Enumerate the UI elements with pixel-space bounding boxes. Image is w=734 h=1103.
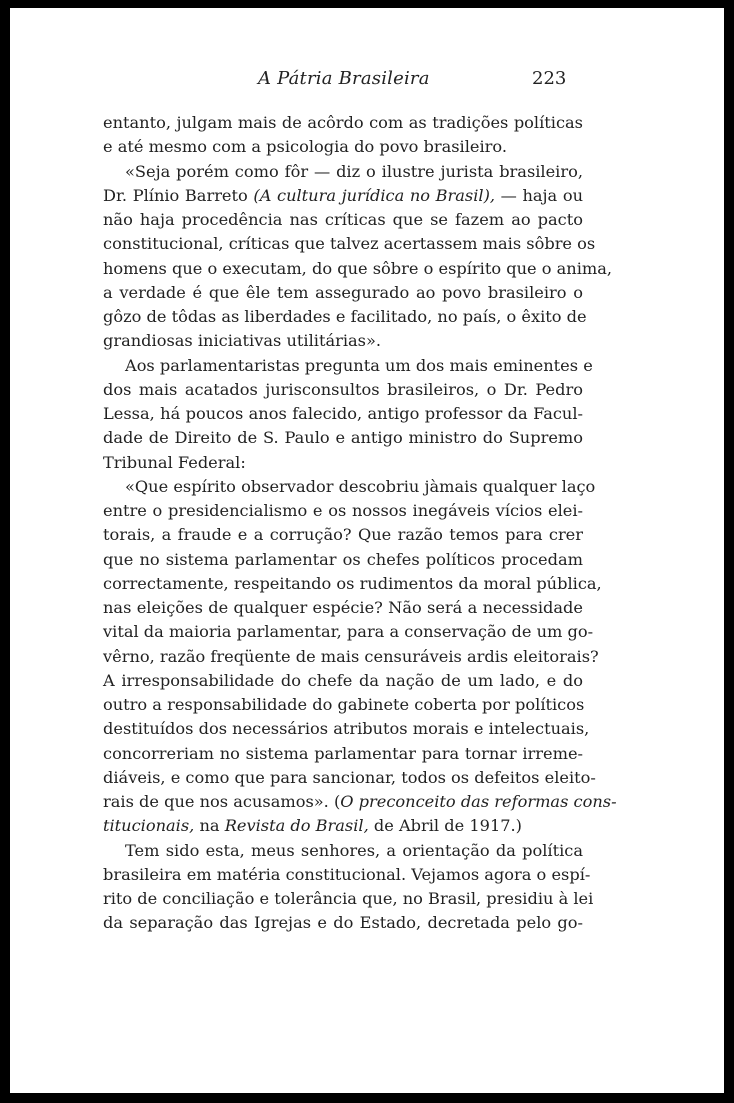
italic-text: titucionais, — [103, 816, 195, 836]
page-number: 223 — [532, 68, 567, 89]
text-line: Tem sido esta, meus senhores, a orientação da política — [125, 840, 583, 860]
text-line: gôzo de tôdas as liberdades e facilitado, no país, o êxito de — [103, 307, 587, 326]
text-line: destituídos dos necessários atributos morais e intelectuais, — [103, 719, 590, 739]
text-line: outro a responsabilidade do gabinete coberta por políticos — [103, 695, 585, 714]
text-line: rito de conciliação e tolerância que, no Brasil, presidiu à lei — [103, 889, 594, 908]
text-line: dade de Direito de S. Paulo e antigo ministro do Supremo — [103, 428, 583, 448]
text-line: rais de que nos acusamos». (O preconceito das reformas cons- — [103, 792, 617, 811]
text-line: Dr. Plínio Barreto (A cultura jurídica no Brasil), — haja ou — [103, 185, 583, 205]
text-line: correctamente, respeitando os rudimentos da moral pública, — [103, 573, 602, 593]
text-line: titucionais, na Revista do Brasil, de Abril de 1917.) — [103, 816, 523, 836]
text-line: homens que o executam, do que sôbre o espírito que o anima, — [103, 258, 613, 278]
text-line: Tribunal Federal: — [103, 452, 246, 472]
text-line: torais, a fraude e a corrução? Que razão temos para crer — [103, 525, 583, 545]
italic-text: (A cultura jurídica no Brasil), — [253, 185, 496, 205]
italic-text: Revista do Brasil, — [224, 816, 369, 836]
text-line: vêrno, razão freqüente de mais censuráveis ardis eleitorais? — [103, 646, 599, 666]
running-title: A Pátria Brasileira — [258, 68, 430, 89]
text-line: «Seja porém como fôr — diz o ilustre jurista brasileiro, — [125, 161, 583, 181]
text-line: diáveis, e como que para sancionar, todos os defeitos eleito- — [103, 767, 596, 787]
body-text — [103, 111, 617, 936]
text-line: vital da maioria parlamentar, para a conservação de um go- — [103, 622, 594, 642]
text-line: nas eleições de qualquer espécie? Não será a necessidade — [103, 598, 583, 617]
text-line: grandiosas iniciativas utilitárias». — [103, 331, 382, 351]
text-line: a verdade é que êle tem assegurado ao povo brasileiro o — [103, 282, 583, 302]
text-line: entanto, julgam mais de acôrdo com as tradições políticas — [103, 113, 583, 132]
text-line: «Que espírito observador descobriu jàmais qualquer laço — [125, 476, 596, 496]
text-line: que no sistema parlamentar os chefes políticos procedam — [103, 549, 583, 569]
text-line: brasileira em matéria constitucional. Vejamos agora o espí- — [103, 864, 591, 884]
text-line: A irresponsabilidade do chefe da nação de um lado, e do — [103, 670, 583, 690]
text-line: da separação das Igrejas e do Estado, decretada pelo go- — [103, 913, 583, 933]
text-line: entre o presidencialismo e os nossos inegáveis vícios elei- — [103, 501, 583, 520]
italic-text: O preconceito das reformas cons- — [340, 792, 617, 811]
text-line: não haja procedência nas críticas que se fazem ao pacto — [103, 210, 583, 229]
text-line: e até mesmo com a psicologia do povo brasileiro. — [103, 137, 508, 157]
text-line: Lessa, há poucos anos falecido, antigo professor da Facul- — [103, 404, 583, 423]
text-line: concorreriam no sistema parlamentar para tornar irreme- — [103, 743, 583, 763]
text-line: dos mais acatados jurisconsultos brasileiros, o Dr. Pedro — [103, 379, 583, 399]
book-page — [10, 8, 724, 1093]
text-line: constitucional, críticas que talvez acertassem mais sôbre os — [103, 234, 596, 254]
text-line: Aos parlamentaristas pregunta um dos mais eminentes e — [125, 355, 593, 375]
page-header — [10, 68, 724, 94]
